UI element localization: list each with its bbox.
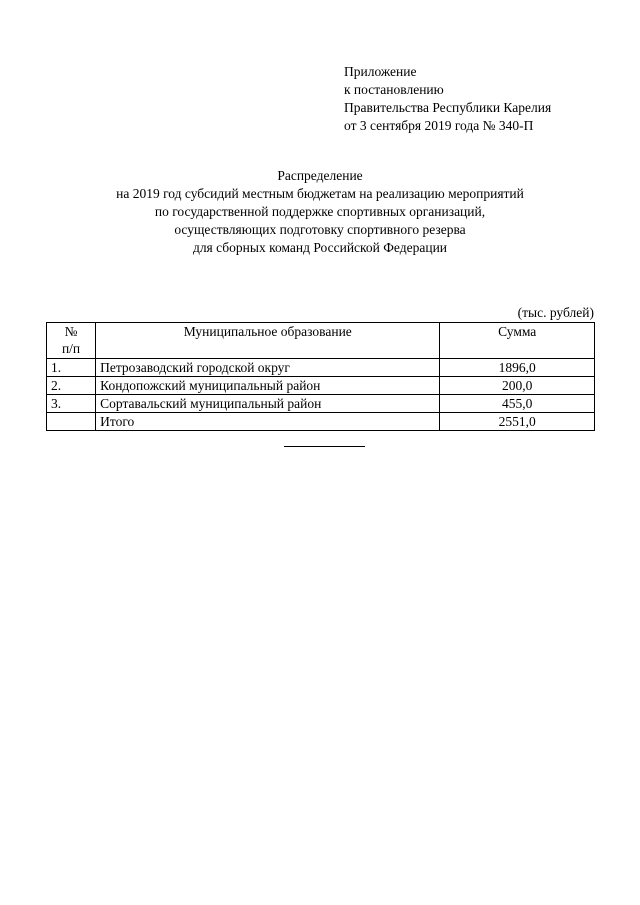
appendix-line: Приложение [344,64,417,79]
header-sum: Сумма [440,323,595,359]
header-number-line1: № [64,324,78,339]
appendix-line: к постановлению [344,82,444,97]
title-line: осуществляющих подготовку спортивного резерва [174,222,466,237]
header-number [47,323,96,359]
total-sum: 2551,0 [440,413,595,431]
distribution-table [46,322,595,431]
title-line: на 2019 год субсидий местным бюджетам на реализацию мероприятий [116,186,524,201]
title-line: по государственной поддержке спортивных организаций, [154,204,486,219]
closing-rule [284,446,365,447]
table-total-row [47,413,595,431]
header-number-line2: п/п [61,341,81,356]
units-label: (тыс. рублей) [517,305,594,320]
document-title [40,167,600,257]
table-row [47,377,595,395]
header-municipality: Муниципальное образование [96,323,440,359]
appendix-line: от 3 сентября 2019 года № 340-П [344,118,534,133]
title-line: Распределение [277,168,363,183]
row-municipality: Сортавальский муниципальный район [96,395,440,413]
table-header-row [47,323,595,359]
row-municipality: Петрозаводский городской округ [96,359,440,377]
total-number [47,413,96,431]
row-number: 1. [47,359,96,377]
row-sum: 200,0 [440,377,595,395]
row-number: 2. [47,377,96,395]
row-sum: 1896,0 [440,359,595,377]
row-number: 3. [47,395,96,413]
table-row [47,359,595,377]
table-row [47,395,595,413]
title-line: для сборных команд Российской Федерации [192,240,448,255]
appendix-line: Правительства Республики Карелия [344,100,552,115]
total-label: Итого [96,413,440,431]
appendix-block [344,63,551,135]
row-sum: 455,0 [440,395,595,413]
row-municipality: Кондопожский муниципальный район [96,377,440,395]
